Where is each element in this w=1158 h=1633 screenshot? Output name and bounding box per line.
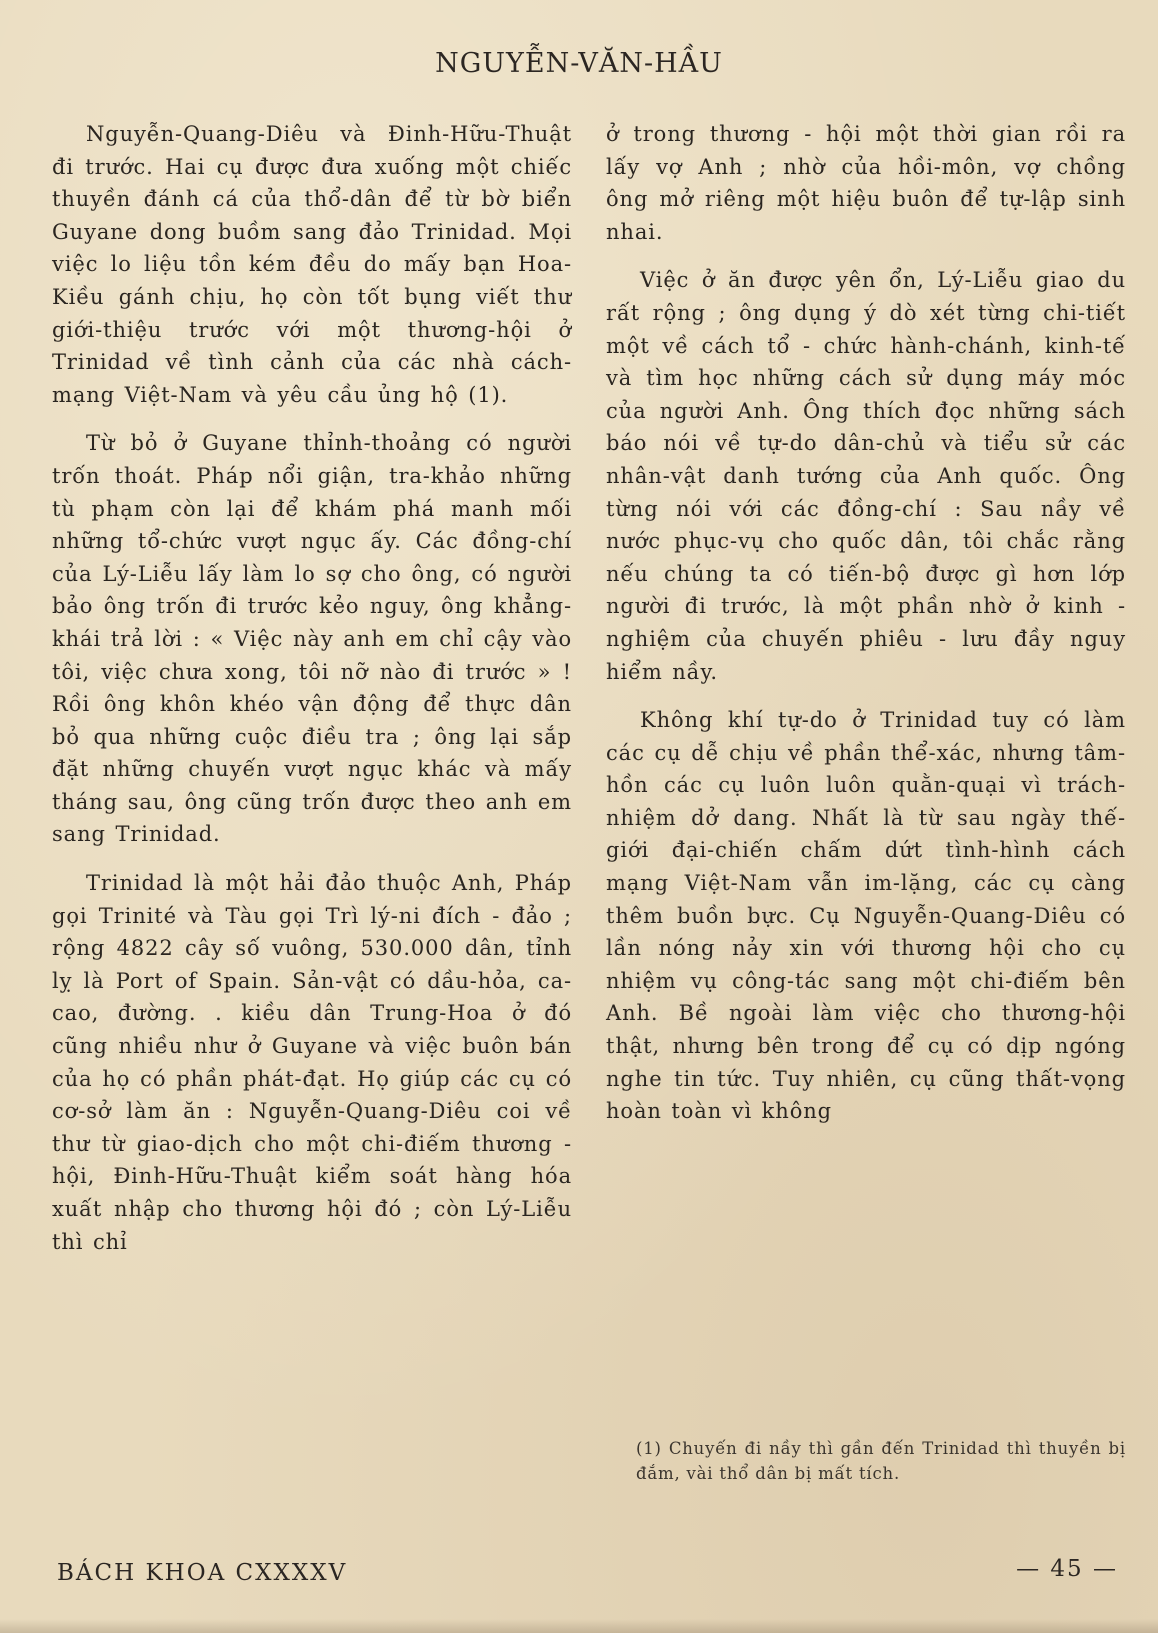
page-number: — 45 — <box>1016 1556 1118 1582</box>
paragraph: Nguyễn-Quang-Diêu và Đinh-Hữu-Thuật đi trước. Hai cụ được đưa xuống một chiếc thuyền đánh cá của thổ-dân để từ bờ biển Guyane dong buồm sang đảo Trinidad. Mọi việc lo liệu tồn kém đều do mấy bạn Hoa-Kiều gánh chịu, họ còn tốt bụng viết thư giới-thiệu trước với một thương-hội ở Trinidad về tình cảnh của các nhà cách-mạng Việt-Nam và yêu cầu ủng hộ (1). <box>52 122 572 407</box>
publication-name: BÁCH KHOA CXXXXV <box>57 1560 348 1586</box>
running-title: NGUYỄN-VĂN-HẦU <box>435 48 723 79</box>
left-column <box>52 118 572 1258</box>
paragraph: Việc ở ăn được yên ổn, Lý-Liễu giao du rất rộng ; ông dụng ý dò xét từng chi-tiết một về cách tổ - chức hành-chánh, kinh-tế và tìm học những cách sử dụng máy móc của người Anh. Ông thích đọc những sách báo nói về tự-do dân-chủ và tiểu sử các nhân-vật danh tướng của Anh quốc. Ông từng nói với các đồng-chí : Sau nầy về nước phục-vụ cho quốc dân, tôi chắc rằng nếu chúng ta có tiến-bộ được gì hơn lớp người đi trước, là một phần nhờ ở kinh - nghiệm của chuyến phiêu - lưu đầy nguy hiểm nầy. <box>606 268 1126 684</box>
paragraph: Không khí tự-do ở Trinidad tuy có làm các cụ dễ chịu về phần thể-xác, nhưng tâm-hồn các cụ luôn luôn quằn-quại vì trách-nhiệm dở dang. Nhất là từ sau ngày thế-giới đại-chiến chấm dứt tình-hình cách mạng Việt-Nam vẫn im-lặng, các cụ càng thêm buồn bực. Cụ Nguyễn-Quang-Diêu có lần nóng nảy xin với thương hội cho cụ nhiệm vụ công-tác sang một chi-điếm bên Anh. Bề ngoài làm việc cho thương-hội thật, nhưng bên trong để cụ có dịp ngóng nghe tin tức. Tuy nhiên, cụ cũng thất-vọng hoàn toàn vì không <box>606 708 1126 1124</box>
right-column <box>606 118 1126 1128</box>
page-edge-shadow <box>0 1619 1158 1633</box>
footnote: (1) Chuyến đi nầy thì gần đến Trinidad thì thuyền bị đắm, vài thổ dân bị mất tích. <box>636 1439 1126 1483</box>
paragraph: Trinidad là một hải đảo thuộc Anh, Pháp gọi Trinité và Tàu gọi Trì lý-ni đích - đảo ; rộng 4822 cây số vuông, 530.000 dân, tỉnh lỵ là Port of Spain. Sản-vật có dầu-hỏa, ca-cao, đường. . kiều dân Trung-Hoa ở đó cũng nhiều như ở Guyane và việc buôn bán của họ có phần phát-đạt. Họ giúp các cụ có cơ-sở làm ăn : Nguyễn-Quang-Diêu coi về thư từ giao-dịch cho một chi-điếm thương - hội, Đinh-Hữu-Thuật kiểm soát hàng hóa xuất nhập cho thương hội đó ; còn Lý-Liễu thì chỉ <box>52 871 572 1254</box>
paragraph: ở trong thương - hội một thời gian rồi ra lấy vợ Anh ; nhờ của hồi-môn, vợ chồng ông mở riêng một hiệu buôn để tự-lập sinh nhai. <box>606 122 1126 244</box>
paragraph: Từ bỏ ở Guyane thỉnh-thoảng có người trốn thoát. Pháp nổi giận, tra-khảo những tù phạm còn lại để khám phá manh mối những tổ-chức vượt ngục ấy. Các đồng-chí của Lý-Liễu lấy làm lo sợ cho ông, có người bảo ông trốn đi trước kẻo nguy, ông khẳng-khái trả lời : « Việc này anh em chỉ cậy vào tôi, việc chưa xong, tôi nỡ nào đi trước » ! Rồi ông khôn khéo vận động để thực dân bỏ qua những cuộc điều tra ; ông lại sắp đặt những chuyến vượt ngục khác và mấy tháng sau, ông cũng trốn được theo anh em sang Trinidad. <box>52 431 572 847</box>
